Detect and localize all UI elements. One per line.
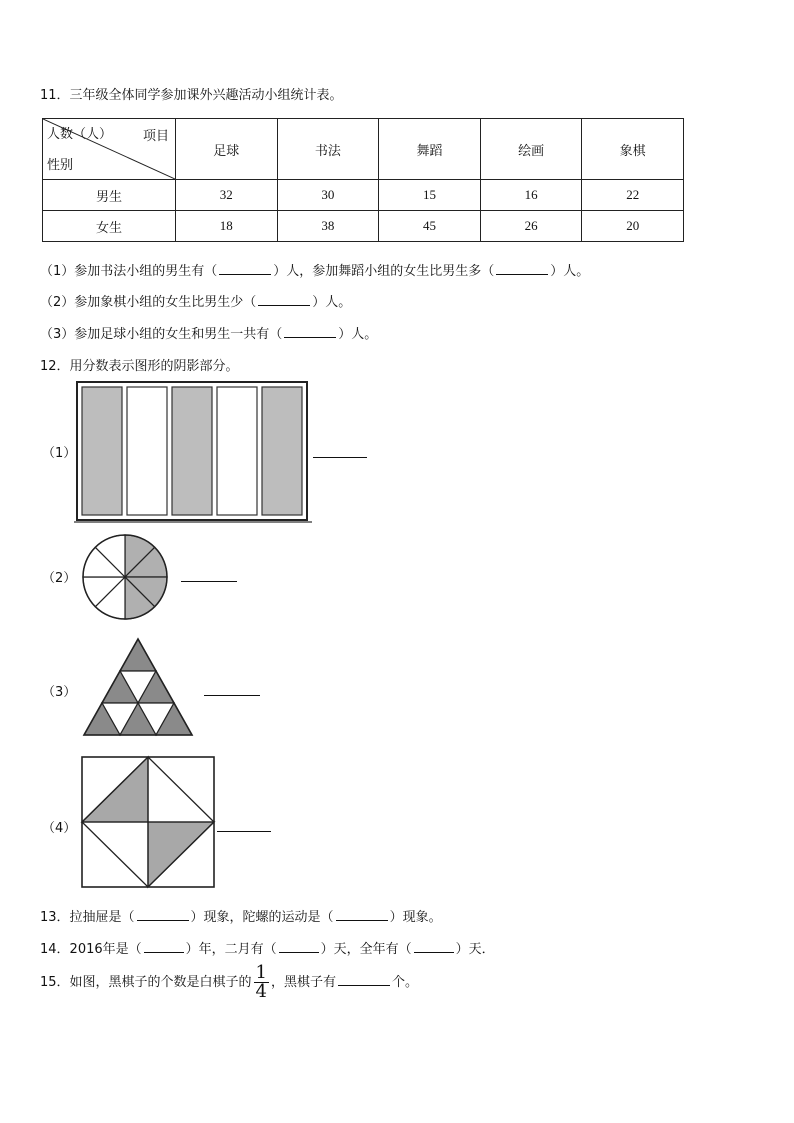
fig2-label: （2） xyxy=(42,571,77,586)
table-cell: 30 xyxy=(277,180,379,211)
fig1-answer-line[interactable] xyxy=(313,457,367,458)
stats-table xyxy=(42,118,684,242)
fig3-answer-line[interactable] xyxy=(204,695,260,696)
col-header: 象棋 xyxy=(582,119,684,180)
row-header: 男生 xyxy=(43,180,176,211)
q15-text-a: 15．如图，黑棋子的个数是白棋子的 xyxy=(40,975,252,990)
table-cell: 38 xyxy=(277,211,379,242)
answer-blank[interactable] xyxy=(279,940,319,953)
table-row xyxy=(43,180,684,211)
q15 xyxy=(40,964,418,1001)
col-header: 书法 xyxy=(277,119,379,180)
corner-label-item: 项目 xyxy=(142,129,169,144)
table-cell: 16 xyxy=(480,180,582,211)
table-row xyxy=(43,211,684,242)
table-cell: 15 xyxy=(379,180,481,211)
q11-sub1-text-b: ）人，参加舞蹈小组的女生比男生多（ xyxy=(273,264,495,279)
fraction-numerator: 1 xyxy=(255,962,267,983)
q11-sub3-text-a: （3）参加足球小组的女生和男生一共有（ xyxy=(40,327,283,342)
q11-title: 11．三年级全体同学参加课外兴趣活动小组统计表。 xyxy=(40,88,343,103)
q15-text-c: 个。 xyxy=(392,975,419,990)
shaded-strip xyxy=(262,387,302,515)
table-cell: 32 xyxy=(176,180,278,211)
corner-label-gender: 性别 xyxy=(47,158,74,173)
row-header: 女生 xyxy=(43,211,176,242)
q11-sub2-text-b: ）人。 xyxy=(312,295,352,310)
white-strip xyxy=(127,387,167,515)
shaded-strip xyxy=(82,387,122,515)
fig4-square-diamond xyxy=(78,754,218,890)
answer-blank[interactable] xyxy=(496,262,548,275)
col-header: 舞蹈 xyxy=(379,119,481,180)
table-header-row xyxy=(43,119,684,180)
q14-text-c: ）天，全年有（ xyxy=(320,942,412,957)
answer-blank[interactable] xyxy=(338,973,390,986)
col-header: 足球 xyxy=(176,119,278,180)
q11-sub2-text-a: （2）参加象棋小组的女生比男生少（ xyxy=(40,295,257,310)
q15-text-b: ，黑棋子有 xyxy=(271,975,337,990)
q11-sub3 xyxy=(40,323,377,342)
answer-blank[interactable] xyxy=(284,325,336,338)
table-cell: 45 xyxy=(379,211,481,242)
fig1-rectangle-strips xyxy=(74,378,314,524)
q14-text-b: ）年，二月有（ xyxy=(185,942,277,957)
answer-blank[interactable] xyxy=(137,908,189,921)
answer-blank[interactable] xyxy=(144,940,184,953)
table-cell: 18 xyxy=(176,211,278,242)
col-header: 绘画 xyxy=(480,119,582,180)
q11-sub2 xyxy=(40,291,351,310)
table-corner-cell xyxy=(43,119,176,180)
answer-blank[interactable] xyxy=(219,262,271,275)
q11-sub3-text-b: ）人。 xyxy=(338,327,378,342)
q11-sub1-text-a: （1）参加书法小组的男生有（ xyxy=(40,264,218,279)
q11-sub1-text-c: ）人。 xyxy=(550,264,590,279)
q12-title: 12．用分数表示图形的阴影部分。 xyxy=(40,359,239,374)
q11-sub1 xyxy=(40,260,589,279)
fig3-label: （3） xyxy=(42,685,77,700)
shaded-strip xyxy=(172,387,212,515)
fraction xyxy=(254,964,269,1001)
fig4-label: （4） xyxy=(42,821,77,836)
table-cell: 26 xyxy=(480,211,582,242)
fig3-triangle-ninths xyxy=(78,636,198,742)
fig2-answer-line[interactable] xyxy=(181,581,237,582)
q14-text-d: ）天． xyxy=(455,942,495,957)
table-cell: 20 xyxy=(582,211,684,242)
fig2-circle-eighths xyxy=(80,532,170,622)
answer-blank[interactable] xyxy=(414,940,454,953)
answer-blank[interactable] xyxy=(336,908,388,921)
q14 xyxy=(40,938,495,957)
white-strip xyxy=(217,387,257,515)
answer-blank[interactable] xyxy=(258,293,310,306)
q14-text-a: 14．2016年是（ xyxy=(40,942,142,957)
q13-text-c: ）现象。 xyxy=(389,910,442,925)
table-cell: 22 xyxy=(582,180,684,211)
fig1-label: （1） xyxy=(42,446,77,461)
fraction-denominator: 4 xyxy=(255,981,267,1002)
corner-label-people: 人数（人） xyxy=(47,127,113,142)
q13-text-a: 13．拉抽屉是（ xyxy=(40,910,135,925)
q13 xyxy=(40,906,442,925)
q13-text-b: ）现象，陀螺的运动是（ xyxy=(190,910,334,925)
fig4-answer-line[interactable] xyxy=(217,831,271,832)
